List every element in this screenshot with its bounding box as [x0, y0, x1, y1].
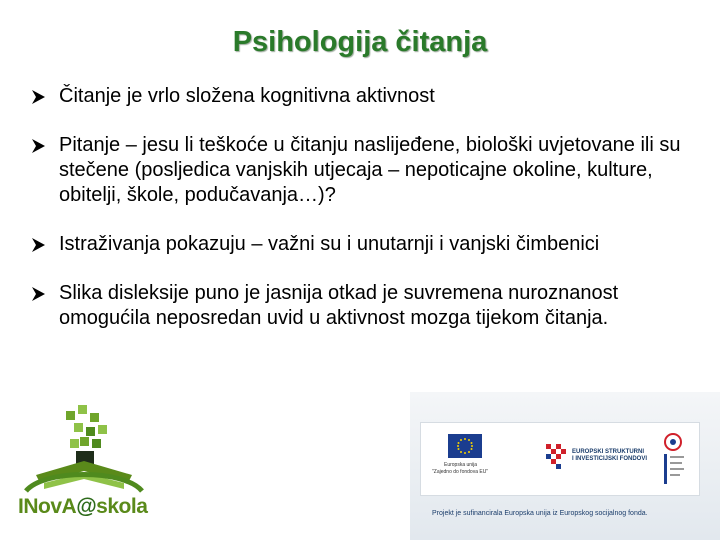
bullet-text: Slika disleksije puno je jasnija otkad je suvremena nuroznanost omogućila neposredan uvid u aktivnost mozga tijekom čitanja. [59, 282, 619, 329]
funds-line-2: I INVESTICIJSKI FONDOVI [572, 456, 648, 462]
logo-at-sign: @ [76, 495, 97, 518]
eu-flag-icon [448, 434, 482, 458]
bullet-list [30, 84, 700, 331]
eu-caption-1: Europska unija [444, 462, 478, 468]
esf-ministry-icon [660, 432, 686, 486]
bullet-item [30, 281, 700, 331]
bullet-item [30, 232, 700, 257]
slide-title: Psihologija čitanja [232, 26, 488, 58]
bullet-text: Istraživanja pokazuju – važni su i unutarnji i vanjski čimbenici [59, 233, 600, 255]
arrow-bullet-icon [30, 237, 46, 253]
funds-label [572, 449, 647, 463]
arrow-bullet-icon [30, 89, 46, 105]
bullet-text: Čitanje je vrlo složena kognitivna aktivnost [59, 85, 435, 107]
logo-word-skola: skola [96, 495, 148, 518]
eu-caption-2: "Zajedno do fondova EU" [432, 469, 489, 475]
bullet-item [30, 84, 700, 109]
arrow-bullet-icon [30, 286, 46, 302]
logo-word-inova: INovA [18, 495, 77, 518]
croatia-checkerboard-icon [546, 444, 566, 470]
funds-line-1: EUROPSKI STRUKTURNI [572, 449, 645, 455]
bullet-text: Pitanje – jesu li teškoće u čitanju naslijeđene, biološki uvjetovane ili su stečene (posljedica vanjskih utjecaja – nepoticajne okoline, kulture, obitelji, škole, podučavanja…)? [59, 134, 681, 206]
eu-footer-note: Projekt je sufinancirala Europska unija iz Europskog socijalnog fonda. [432, 510, 648, 517]
logo-wordmark [18, 495, 147, 519]
bullet-item [30, 133, 700, 208]
arrow-bullet-icon [30, 138, 46, 154]
